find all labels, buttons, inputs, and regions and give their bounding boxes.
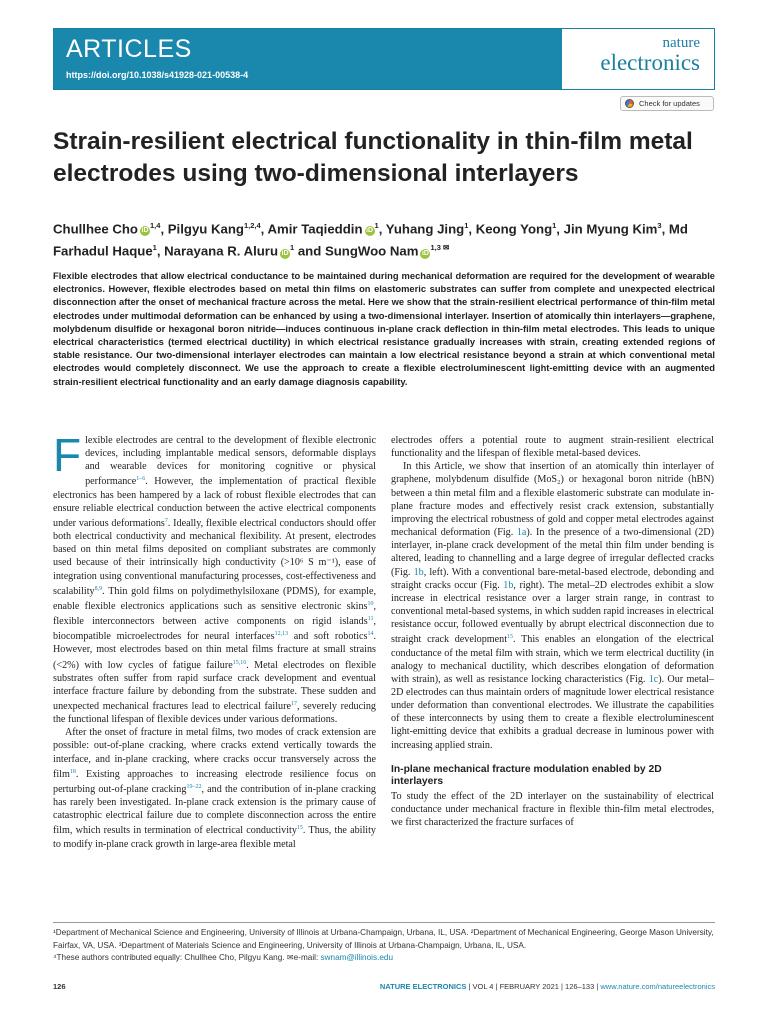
equal-contribution-note: ⁴These authors contributed equally: Chullhee Cho, Pilgyu Kang. ✉e-mail: (53, 953, 321, 962)
figure-link[interactable]: 1b (503, 579, 514, 591)
citation-link[interactable]: 12,13 (274, 631, 289, 638)
citation-link[interactable]: 15 (507, 634, 514, 641)
page-number: 126 (53, 982, 66, 991)
journal-logo-line2: electronics (600, 50, 700, 75)
footer-journal-name: NATURE ELECTRONICS (379, 982, 467, 991)
figure-link[interactable]: 1b (413, 566, 424, 578)
journal-logo-line1: nature (662, 35, 700, 51)
body-paragraph: To study the effect of the 2D interlayer on the sustainability of electrical conductance under mechanical fracture in flexible thin-film metal electrodes, we first characterized the fracture surfaces of (391, 790, 714, 829)
author-affiliation-sup: 1 (464, 221, 469, 230)
author-affiliation-sup: 1,4 (150, 221, 161, 230)
citation-link[interactable]: 8,9 (94, 585, 103, 592)
body-paragraph: electrodes offers a potential route to augment strain-resilient electrical functionality and the lifespan of flexible metal-based devices. (391, 435, 714, 460)
footnote-line (53, 952, 715, 965)
journal-logo (600, 35, 700, 75)
author-name[interactable]: Narayana R. Aluru (164, 243, 278, 259)
author-affiliation-sup: 1 (374, 221, 379, 230)
journal-banner (53, 28, 715, 90)
citation-link[interactable]: 15 (296, 825, 303, 832)
author-affiliation-sup: 1 (552, 221, 557, 230)
journal-url-link[interactable]: www.nature.com/natureelectronics (600, 982, 715, 991)
check-for-updates-button[interactable] (620, 96, 714, 111)
author-name[interactable]: Pilgyu Kang (167, 221, 244, 237)
author-affiliation-sup: 1,2,4 (243, 221, 261, 230)
author-name[interactable]: Keong Yong (475, 221, 553, 237)
affiliation-text: ¹Department of Mechanical Science and Engineering, University of Illinois at Urbana-Champaign, Urbana, IL, USA. ²Department of Mechanical Engineering, George Mason University, Fairfax, VA, USA. ³Department of Materials Science and Engineering, University of Illinois at Urbana-Champaign, Urbana, IL, USA. (53, 928, 714, 950)
footer-citation (380, 982, 715, 991)
figure-link[interactable]: 1a (516, 527, 527, 539)
citation-link[interactable]: 1–6 (136, 476, 146, 483)
author-name[interactable]: SungWoo Nam (324, 243, 419, 259)
orcid-icon[interactable]: iD (281, 249, 289, 257)
body-column-right (391, 434, 714, 829)
orcid-icon[interactable]: iD (421, 249, 429, 257)
author-name[interactable]: Jin Myung Kim (563, 221, 658, 237)
author-list: Chullhee Cho iD$^{1,4}$, Pilgyu Kang$^{1,2,4}$, Amir Taqieddin $iD^1$, Yuhang Jing$^1$, Keong Yong$^1$, Jin Myung Kim$^3$, Md Farhadul Haque$^1$, Narayana R. Aluru $iD^1$ and SungWoo Nam $iD^{1,3 ✉}$ (53, 221, 688, 259)
body-paragraph: Flexible electrodes are central to the development of flexible electronic devices, including implantable medical sensors, deformable displays and wearable devices for monitoring cognitive or physical performance$^{1-6}$. However, the implementation of practical flexible electronics has been hampered by a lack of robust flexible electrodes that can ensure reliable electrical conduction between the active electrical components under various deformations$^7$. Ideally, flexible electrical conductors should offer both electrical conductivity and mechanical flexibility. At present, electrodes based on thin metal films deposited on compliant substrates are commonly used because of their intrinsically high conductivity (>10⁶ S m⁻¹), ease of integration using conventional manufacturing processes, cost-effectiveness and scalability$^{8,9}$. Thin gold films on polydimethylsiloxane (PDMS), for example, enable flexible electronics applications such as sensitive electronic skins$^{10}$, flexible interconnectors between active components on rigid islands$^{11}$, biocompatible microelectrodes for neural interfaces$^{12,13}$ and soft robotics$^{14}$. However, most electrodes based on thin metal films fracture at small strains (<2%) with low cycles of fatigue failure$^{15,16}$. Metal electrodes on flexible substrates often suffer from rapid surface crack development and eventual interface fracture failure by debonding from the substrate. These sudden and unexpected mechanical fractures lead to electrical failure$^{17}$, severely reducing the functional lifespan of flexible devices under various deformations. (53, 429, 376, 726)
page-footer (53, 982, 715, 996)
author-affiliation-sup: 3 (657, 221, 662, 230)
author-name[interactable]: Chullhee Cho (53, 221, 138, 237)
section-heading: In-plane mechanical fracture modulation enabled by 2D interlayers (391, 763, 662, 788)
orcid-icon[interactable]: iD (366, 227, 374, 235)
citation-link[interactable]: 11 (367, 616, 374, 623)
doi-link[interactable]: https://doi.org/10.1038/s41928-021-00538-4 (66, 70, 249, 80)
abstract: Flexible electrodes that allow electrical conductance to be maintained during mechanical deformation are required for the development of wearable electronics. However, flexible electrodes based on metal thin films on elastomeric substrates can suffer from complete and unexpected electrical disconnection after the onset of mechanical fracture across the metal. Here we show that the strain-resilient electrical performance of thin-film metal electrodes under multimodal deformation can be enhanced by using a two-dimensional interlayer. Insertion of atomically thin interlayers—graphene, molybdenum disulfide or hexagonal boron nitride—induces continuous in-plane crack deflection in thin-film metal electrodes. This leads to unique electrical characteristics (termed electrical ductility) in which electrical resistance gradually increases with strain, creating extended regions of stable resistance. Our two-dimensional interlayer electrodes can maintain a low electrical resistance beyond a strain at which conventional metal electrodes would completely disconnect. We use the approach to create a flexible electroluminescent light-emitting device with an augmented strain-resilient electrical functionality and an early damage diagnosis capability. (53, 271, 715, 387)
author-name[interactable]: Md Farhadul Haque (53, 221, 688, 259)
affiliations (53, 922, 715, 965)
author-name[interactable]: Yuhang Jing (385, 221, 465, 237)
drop-cap: F (53, 429, 82, 481)
author-affiliation-sup: 1,3 ✉ (430, 243, 450, 253)
citation-link[interactable]: 17 (290, 700, 297, 707)
email-link[interactable]: swnam@illinois.edu (320, 953, 394, 962)
body-paragraph: In this Article, we show that insertion of an atomically thin interlayer of graphene, molybdenum disulfide (MoS₂) or hexagonal boron nitride (hBN) between a thin metal film and a flexible elastomeric substrate can modulate in-plane fracture modes and effectively resist crack extension, substantially improving the electrical robustness of gold and copper metal electrodes against mechanical deformation (Fig. 1a). In the presence of a two-dimensional (2D) interlayer, in-plane crack development of the metal thin film under bending is altered, leading to channelling and a large degree of irregular deflected cracks (Fig. 1b, left). With a conventional bare-metal-based electrode, debonding and straight cracks occur (Fig. 1b, right). The metal–2D electrodes exhibit a slow increase in electrical resistance over a larger strain range, in contrast to conventional metal-based systems, in which sudden rapid increases in electrical resistance occur, followed eventually by abrupt electrical disconnection due to straight crack development$^{15}$. This enables an elongation of the electrical conductance of the metal film with strain, which we term electrical ductility (in analogy to mechanical ductility, which describes elongation of deformation with strain), as well as resistance locking characteristics (Fig. 1c). Our metal–2D electrodes can thus maintain orders of magnitude lower electrical resistance under deformation than conventional electrodes. We illustrate the capabilities of these interconnects by using them to create a flexible electroluminescent light-emitting device that exhibits a gradual decrease in luminous power with increasing applied strain. (391, 461, 714, 751)
banner-section-block (54, 29, 562, 89)
citation-link[interactable]: 18 (69, 768, 76, 775)
section-label: ARTICLES (66, 35, 192, 63)
footer-issue: | VOL 4 | FEBRUARY 2021 | 126–133 | (466, 982, 601, 991)
crossmark-icon (625, 99, 634, 108)
citation-link[interactable]: 15,16 (232, 659, 247, 666)
body-paragraph: After the onset of fracture in metal films, two modes of crack extension are possible: out-of-plane cracking, where cracks extend vertically towards the interface, and in-plane cracking, where cracks occur transversely across the film$^{18}$. Existing approaches to increasing electrode resilience focus on perturbing out-of-plane cracking$^{19-22}$, and the contribution of in-plane cracking has rarely been investigated. In-plane crack extension is the primary cause of catastrophic electrical failure due to complete disconnection across the entire film, which results in termination of electrical conductivity$^{15}$. Thus, the ability to modify in-plane crack growth in large-area flexible metal (53, 727, 376, 850)
check-for-updates-label: Check for updates (639, 99, 700, 108)
author-affiliation-sup: 1 (152, 243, 157, 253)
body-column-left (53, 429, 376, 851)
citation-link[interactable]: 7 (164, 517, 168, 524)
author-name[interactable]: Amir Taqieddin (267, 221, 363, 237)
orcid-icon[interactable]: iD (141, 227, 149, 235)
figure-link[interactable]: 1c (648, 673, 659, 685)
citation-link[interactable]: 19–22 (186, 783, 202, 790)
citation-link[interactable]: 10 (367, 600, 374, 607)
citation-link[interactable]: 14 (367, 631, 374, 638)
article-title: Strain-resilient electrical functionality in thin-film metal electrodes using two-dimensional interlayers (53, 128, 693, 187)
author-affiliation-sup: 1 (290, 243, 295, 253)
